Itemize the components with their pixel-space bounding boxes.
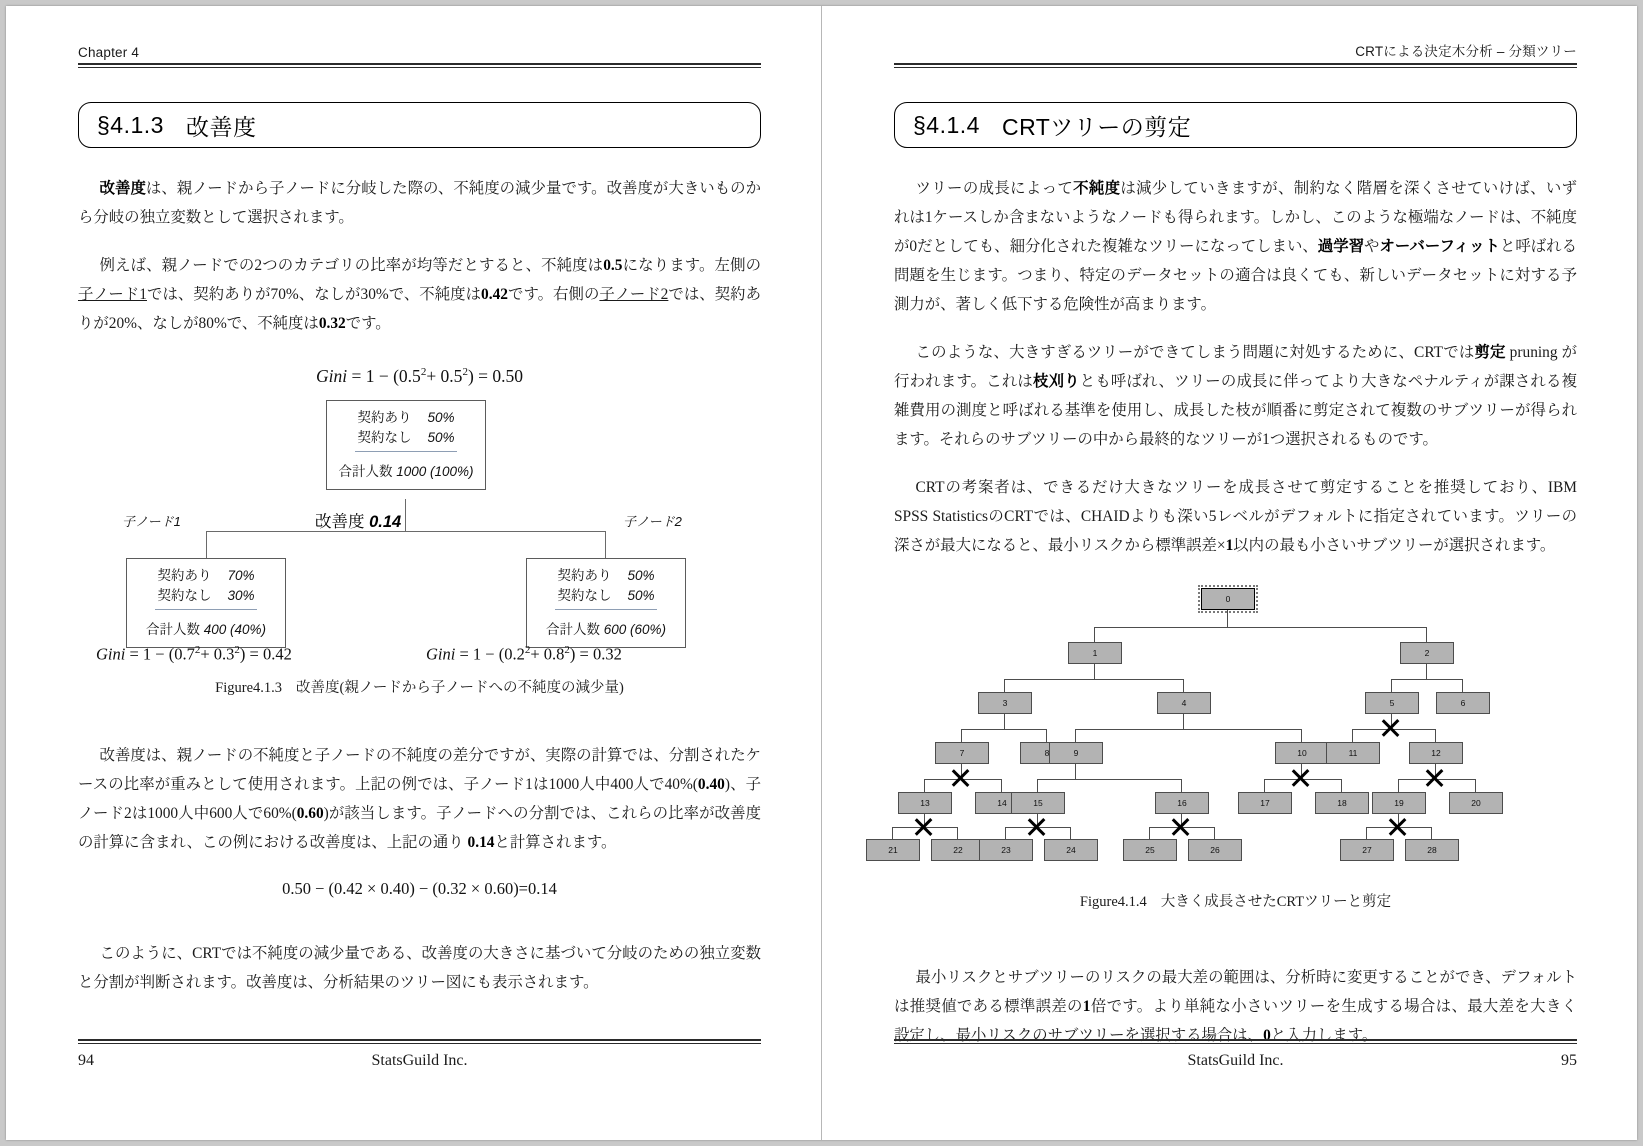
- crt-edge-3-down: [1004, 714, 1005, 730]
- improvement-label: 改善度: [315, 513, 365, 531]
- right-page-number: 95: [1561, 1052, 1577, 1069]
- crt-edge-19-down: [1398, 814, 1399, 828]
- crt-node-22: 22: [931, 839, 985, 861]
- crt-edge-2-6: [1462, 679, 1463, 693]
- crt-edge-0-down: [1227, 610, 1228, 628]
- left-running-head: [78, 6, 761, 70]
- rp4-text-a: 最小リスクとサブツリーのリスクの最大差の範囲は、分析時に変更することができ、デフォルトは推奨値である標準誤差の: [894, 969, 1577, 1015]
- crt-edge-0-bus: [1094, 627, 1427, 628]
- crt-edge-3-8: [1046, 729, 1047, 743]
- parent-row2-label: 契約なし: [357, 430, 412, 445]
- left-imprint: StatsGuild Inc.: [371, 1052, 468, 1069]
- rp2-text-a: このような、大きすぎるツリーができてしまう問題に対処するために、CRTでは: [915, 344, 1475, 361]
- rp1-text-g: と呼ばれる問題を生じます。つまり、特定のデータセットの適合は良くても、新しいデータセットに対する予測力が、著しく低下する危険性が高まります。: [894, 238, 1577, 313]
- crt-edge-1-bus: [1004, 679, 1184, 680]
- parent-row2-value: 50%: [427, 430, 455, 445]
- right-header-rule: [894, 63, 1577, 68]
- crt-node-24: 24: [1044, 839, 1098, 861]
- rp1-term-overfit: オーバーフィット: [1379, 238, 1500, 255]
- child1-total-label: 合計人数: [145, 622, 200, 637]
- gini-c2-exp1: 2: [524, 644, 531, 656]
- p3-value-040: 0.40: [697, 776, 725, 793]
- crt-edge-19-bus: [1366, 827, 1432, 828]
- rp2-text-c: pruning が行われます。これは: [894, 344, 1577, 390]
- crt-edge-16-bus: [1149, 827, 1215, 828]
- p2-link-child1: 子ノード1: [78, 286, 147, 303]
- figure-414-caption-text: 大きく成長させたCRTツリーと剪定: [1160, 894, 1392, 910]
- figure-414-caption: [894, 890, 1577, 911]
- gini-c1-mid: + 0.3: [200, 644, 235, 664]
- r-paragraph-4: [894, 963, 1577, 1050]
- crt-node-10: 10: [1275, 742, 1329, 764]
- gini-parent-exp2: 2: [462, 366, 468, 379]
- rp1-term-impurity: 不純度: [1073, 180, 1121, 197]
- p2-text-k: です。: [345, 315, 391, 332]
- crt-edge-9-bus: [1037, 779, 1182, 780]
- parent-total-value: 1000 (100%): [396, 464, 474, 479]
- crt-edge-15-bus: [1005, 827, 1071, 828]
- p2-text-c: になります。左側の: [622, 257, 761, 274]
- rp4-text-c: 倍です。より単純な小さいツリーを生成する場合は、最大差を大きく設定し、最小リスクのサブツリーを選択する場合は、: [894, 998, 1577, 1044]
- crt-node-2: 2: [1400, 642, 1454, 664]
- crt-edge-5-down: [1391, 714, 1392, 730]
- crt-edge-3-7: [961, 729, 962, 743]
- crt-node-9: 9: [1049, 742, 1103, 764]
- child2-row1-value: 50%: [627, 568, 655, 583]
- crt-node-1: 1: [1068, 642, 1122, 664]
- crt-node-12: 12: [1409, 742, 1463, 764]
- crt-edge-4-10: [1301, 729, 1302, 743]
- crt-node-8: 8: [1020, 742, 1074, 764]
- left-running-head-text: Chapter 4: [78, 45, 140, 60]
- child2-row2-value: 50%: [627, 588, 655, 603]
- section-number: §4.1.3: [97, 111, 164, 138]
- crt-edge-7-14: [1001, 779, 1002, 793]
- p3-text-a: 改善度は、親ノードの不純度と子ノードの不純度の差分ですが、実際の計算では、分割されたケースの比率が重みとして使用されます。上記の例では、子ノード1は1000人中400人で40%(: [78, 747, 761, 793]
- parent-total-label: 合計人数: [338, 464, 393, 479]
- tree-node-parent: [326, 400, 486, 490]
- p3-text-e: )が該当します。子ノードへの分割では、これらの比率が改善度の計算に含まれ、この例における改善度は、上記の通り: [78, 805, 762, 851]
- crt-edge-13-bus: [892, 827, 958, 828]
- gini-c1-expr: = 1 − (0.7: [129, 644, 195, 664]
- rp3-text-c: 以内の最も小さいサブツリーが選択されます。: [1233, 537, 1556, 554]
- child2-caption: 子ノード2: [623, 514, 682, 529]
- crt-node-19: 19: [1372, 792, 1426, 814]
- figure-414-caption-label: Figure4.1.4: [1079, 894, 1147, 910]
- r-paragraph-3: [894, 473, 1577, 560]
- edge-horizontal: [206, 531, 606, 532]
- right-imprint: StatsGuild Inc.: [1187, 1052, 1284, 1069]
- gini-c1-name: Gini: [96, 644, 126, 664]
- gini-child2-formula: [426, 644, 622, 665]
- gini-c1-exp2: 2: [234, 644, 240, 656]
- crt-edge-1-3: [1004, 679, 1005, 693]
- child1-caption: 子ノード1: [122, 514, 181, 529]
- crt-node-6: 6: [1436, 692, 1490, 714]
- edge-parent-down: [405, 499, 406, 532]
- gini-c2-tail: ) = 0.32: [569, 644, 622, 664]
- crt-edge-12-bus: [1398, 779, 1476, 780]
- right-page: [822, 6, 1637, 1140]
- crt-edge-7-down: [961, 764, 962, 780]
- crt-edge-13-down: [924, 814, 925, 828]
- crt-edge-4-bus: [1075, 729, 1302, 730]
- tree-node-child1: [126, 558, 286, 648]
- crt-node-0: 0: [1201, 588, 1255, 610]
- rp4-value-0: 0: [1263, 1027, 1271, 1044]
- gini-parent-name: Gini: [315, 366, 348, 386]
- crt-edge-2-5: [1391, 679, 1392, 693]
- crt-edge-9-down: [1075, 764, 1076, 780]
- crt-edge-10-18: [1341, 779, 1342, 793]
- p3-text-c: )、子ノード2は1000人中600人で60%(: [78, 776, 761, 822]
- section-heading-414: [894, 102, 1577, 148]
- p1-text: は、親ノードから子ノードに分岐した際の、不純度の減少量です。改善度が大きいものから分岐の独立変数として選択されます。: [78, 180, 761, 226]
- child1-total-value: 400 (40%): [203, 622, 267, 637]
- crt-edge-16-down: [1181, 814, 1182, 828]
- tree-node-child2: [526, 558, 686, 648]
- section-number: §4.1.4: [913, 111, 980, 138]
- gini-c2-expr: = 1 − (0.2: [459, 644, 525, 664]
- crt-edge-12-20: [1475, 779, 1476, 793]
- rp1-text-e: や: [1364, 238, 1380, 255]
- child2-total-value: 600 (60%): [603, 622, 667, 637]
- crt-node-14: 14: [975, 792, 1029, 814]
- rp2-term-pruning: 剪定: [1474, 344, 1506, 361]
- p2-value-032: 0.32: [318, 315, 346, 332]
- parent-row1-value: 50%: [427, 410, 455, 425]
- gini-c2-mid: + 0.8: [530, 644, 565, 664]
- p2-text-e: では、契約ありが70%、なしが30%で、不純度は: [146, 286, 482, 303]
- left-footer: [78, 1039, 761, 1078]
- crt-node-13: 13: [898, 792, 952, 814]
- crt-edge-10-bus: [1264, 779, 1342, 780]
- right-footer: [894, 1039, 1577, 1078]
- right-running-head: [894, 6, 1577, 70]
- left-page: [6, 6, 821, 1140]
- crt-node-5: 5: [1365, 692, 1419, 714]
- crt-node-11: 11: [1326, 742, 1380, 764]
- crt-node-7: 7: [935, 742, 989, 764]
- crt-edge-5-11: [1352, 729, 1353, 743]
- section-title: 改善度: [185, 113, 257, 140]
- crt-edge-2-bus: [1391, 679, 1463, 680]
- figure-413-caption: [78, 676, 761, 697]
- paragraph-4: このように、CRTでは不純度の減少量である、改善度の大きさに基づいて分岐のための独立変数と分割が判断されます。改善度は、分析結果のツリー図にも表示されます。: [78, 945, 761, 991]
- improvement-equation: 0.50 − (0.42 × 0.40) − (0.32 × 0.60)=0.14: [282, 879, 557, 898]
- section-heading-413: [78, 102, 761, 148]
- crt-edge-7-13: [924, 779, 925, 793]
- gini-c1-tail: ) = 0.42: [239, 644, 292, 664]
- gini-c1-exp1: 2: [194, 644, 201, 656]
- crt-edge-4-9: [1075, 729, 1076, 743]
- child2-node-divider: [555, 609, 657, 610]
- crt-node-15: 15: [1011, 792, 1065, 814]
- improvement-value: 0.14: [369, 513, 402, 531]
- rp1-text-a: ツリーの成長によって: [915, 180, 1074, 197]
- paragraph-3: [78, 741, 761, 857]
- gini-parent-formula: [78, 366, 761, 387]
- figure-413-caption-text: 改善度(親ノードから子ノードへの不純度の減少量): [296, 680, 624, 696]
- book-spread: [6, 6, 1637, 1140]
- crt-node-18: 18: [1315, 792, 1369, 814]
- edge-to-child2: [605, 531, 606, 560]
- crt-edge-0-1: [1094, 627, 1095, 643]
- child1-row1-value: 70%: [227, 568, 255, 583]
- p2-text-i: では、契約ありが20%、なしが80%で、不純度は: [78, 286, 761, 332]
- crt-node-20: 20: [1449, 792, 1503, 814]
- crt-edge-3-bus: [961, 729, 1047, 730]
- left-page-number: 94: [78, 1052, 94, 1069]
- rp1-text-c: は減少していきますが、制約なく階層を深くさせていけば、いずれは1ケースしか含まないようなノードも得られます。しかし、このような極端なノードは、不純度が0だとしても、細分化された複雑なツリーになってしまい、: [894, 180, 1577, 255]
- crt-edge-12-down: [1435, 764, 1436, 780]
- improvement-annotation: [315, 508, 401, 532]
- crt-node-23: 23: [979, 839, 1033, 861]
- crt-edge-5-12: [1435, 729, 1436, 743]
- p2-value-042: 0.42: [481, 286, 508, 303]
- right-running-head-text: CRTによる決定木分析 – 分類ツリー: [1355, 44, 1577, 59]
- p3-value-060: 0.60: [296, 805, 324, 822]
- crt-node-3: 3: [978, 692, 1032, 714]
- crt-edge-1-4: [1183, 679, 1184, 693]
- child1-row1-label: 契約あり: [157, 568, 212, 583]
- left-footer-rule: [78, 1039, 761, 1044]
- p1-bold-term: 改善度: [99, 180, 146, 197]
- rp2-text-e: とも呼ばれ、ツリーの成長に伴ってより大きなペナルティが課される複雑費用の測度と呼ばれる基準を使用し、成長した枝が順番に剪定されて複数のサブツリーが得られます。それらのサブツリーの中から最終的なツリーが1つ選択されるものです。: [894, 373, 1577, 448]
- rp1-term-overlearning: 過学習: [1317, 238, 1365, 255]
- crt-node-26: 26: [1188, 839, 1242, 861]
- rp2-term-branch-cut: 枝刈り: [1032, 373, 1080, 390]
- figure-414: [888, 582, 1577, 860]
- right-footer-rule: [894, 1039, 1577, 1044]
- crt-edge-0-2: [1426, 627, 1427, 643]
- crt-node-4: 4: [1157, 692, 1211, 714]
- child1-row2-label: 契約なし: [157, 588, 212, 603]
- r-paragraph-1: [894, 174, 1577, 319]
- rp4-value-1: 1: [1082, 998, 1091, 1015]
- figure-413: [78, 366, 761, 666]
- crt-node-21: 21: [866, 839, 920, 861]
- figure-413-caption-label: Figure4.1.3: [215, 680, 283, 696]
- parent-node-divider: [355, 451, 457, 452]
- child2-total-label: 合計人数: [545, 622, 600, 637]
- gini-parent-tail: ) = 0.50: [467, 366, 524, 386]
- p3-value-014: 0.14: [467, 834, 495, 851]
- child2-row2-label: 契約なし: [557, 588, 612, 603]
- child1-row2-value: 30%: [227, 588, 255, 603]
- crt-node-25: 25: [1123, 839, 1177, 861]
- gini-parent-exp1: 2: [420, 366, 427, 379]
- crt-node-17: 17: [1238, 792, 1292, 814]
- gini-parent-expr: = 1 − (0.5: [351, 366, 421, 386]
- crt-edge-10-17: [1264, 779, 1265, 793]
- rp3-value-1: 1: [1225, 537, 1234, 554]
- child1-node-divider: [155, 609, 257, 610]
- p2-link-child2: 子ノード2: [599, 286, 669, 303]
- parent-row1-label: 契約あり: [357, 410, 412, 425]
- gini-c2-exp2: 2: [564, 644, 570, 656]
- left-header-rule: [78, 63, 761, 68]
- p3-text-g: と計算されます。: [494, 834, 617, 851]
- gini-child1-formula: [96, 644, 292, 665]
- crt-node-28: 28: [1405, 839, 1459, 861]
- crt-node-16: 16: [1155, 792, 1209, 814]
- p2-text-g: です。右側の: [507, 286, 600, 303]
- crt-edge-4-down: [1183, 714, 1184, 730]
- r-paragraph-2: [894, 338, 1577, 454]
- gini-parent-mid: + 0.5: [426, 366, 463, 386]
- p2-text-a: 例えば、親ノードでの2つのカテゴリの比率が均等だとすると、不純度は: [99, 257, 604, 274]
- edge-to-child1: [206, 531, 207, 560]
- crt-edge-9-15: [1037, 779, 1038, 793]
- p2-value-05: 0.5: [603, 257, 623, 274]
- paragraph-1: [78, 174, 761, 232]
- crt-edge-2-down: [1426, 664, 1427, 680]
- section-title: CRTツリーの剪定: [1001, 113, 1192, 140]
- crt-edge-10-down: [1301, 764, 1302, 780]
- crt-edge-5-bus: [1352, 729, 1436, 730]
- crt-edge-9-16: [1181, 779, 1182, 793]
- paragraph-2: [78, 251, 761, 338]
- crt-edge-1-down: [1094, 664, 1095, 680]
- crt-edge-12-19: [1398, 779, 1399, 793]
- crt-node-27: 27: [1340, 839, 1394, 861]
- rp3-text-a: CRTの考案者は、できるだけ大きなツリーを成長させて剪定することを推奨しており、IBM SPSS StatisticsのCRTでは、CHAIDよりも深い5レベルがデフォルトに指定されています。ツリーの深さが最大になると、最小リスクから標準誤差×: [894, 479, 1577, 554]
- crt-edge-7-bus: [924, 779, 1002, 780]
- rp4-text-e: と入力します。: [1270, 1027, 1378, 1044]
- child2-row1-label: 契約あり: [557, 568, 612, 583]
- gini-c2-name: Gini: [426, 644, 456, 664]
- crt-edge-15-down: [1037, 814, 1038, 828]
